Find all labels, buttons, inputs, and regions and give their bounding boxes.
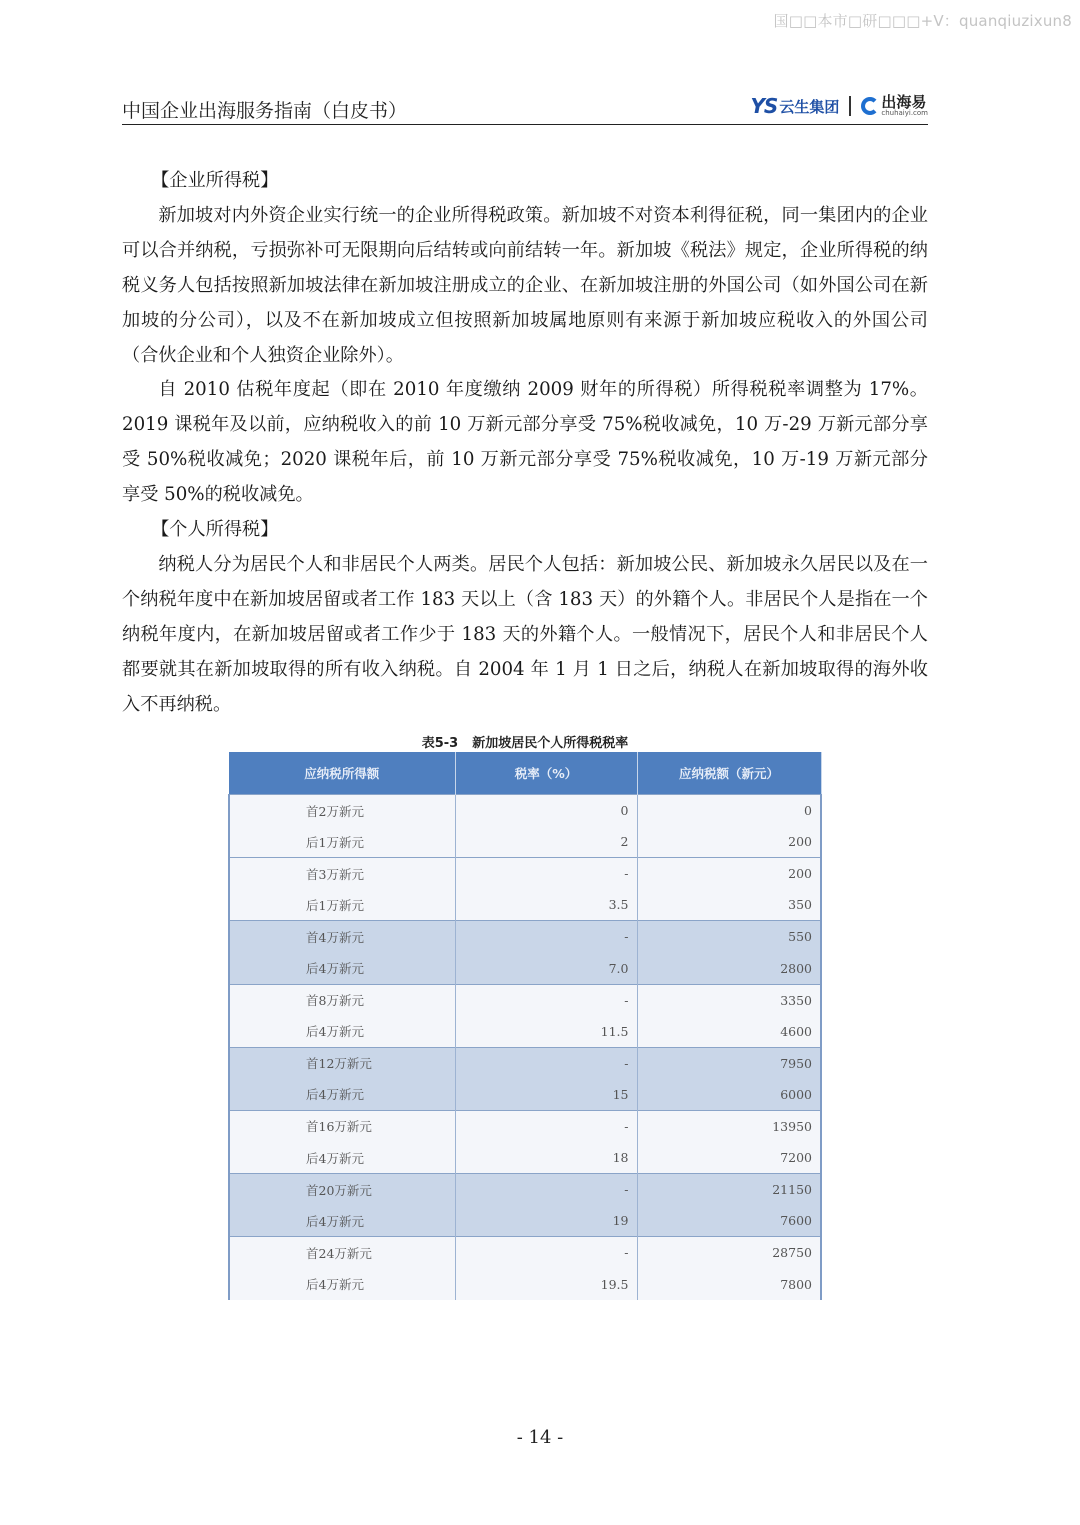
header-taxable-income: 应纳税所得额	[229, 752, 455, 795]
table-row	[229, 1268, 821, 1300]
ys-logo-name: 云生集团	[779, 97, 840, 116]
body-text	[122, 164, 928, 723]
chuhai-c-icon	[861, 97, 879, 115]
document-title: 中国企业出海服务指南（白皮书）	[122, 100, 408, 122]
tax-payable-cell: 2800	[637, 952, 821, 984]
header-tax-payable: 应纳税额（新元）	[637, 752, 821, 795]
tax-rate-cell: 19.5	[455, 1268, 637, 1300]
tax-rate-cell: 11.5	[455, 1016, 637, 1048]
tax-payable-cell: 13950	[637, 1110, 821, 1142]
personal-tax-heading: 【个人所得税】	[151, 519, 279, 541]
corporate-tax-heading: 【企业所得税】	[151, 170, 279, 191]
table-row	[229, 1110, 821, 1142]
table-row	[229, 921, 821, 953]
ys-logo-mark: YS	[750, 94, 778, 118]
tax-rate-cell: -	[455, 984, 637, 1016]
table-row	[229, 1205, 821, 1237]
tax-rate-cell: 18	[455, 1142, 637, 1174]
page-header	[122, 92, 928, 125]
tax-payable-cell: 0	[637, 795, 821, 827]
table-row	[229, 952, 821, 984]
tax-payable-cell: 28750	[637, 1237, 821, 1269]
table-header-row	[229, 752, 821, 795]
table-row	[229, 1142, 821, 1174]
income-band-cell: 后4万新元	[229, 1205, 455, 1237]
personal-tax-paragraph-1: 纳税人分为居民个人和非居民个人两类。居民个人包括：新加坡公民、新加坡永久居民以及在一个纳税年度中在新加坡居留或者工作 183 天以上（含 183 天）的外籍个人。非居民个人是指在一个纳税年度内，在新加坡居留或者工作少于 183 天的外籍个人。一般情况下，居民个人和非居民个人都要就其在新加坡取得的所有收入纳税。自 2004 年 1 月 1 日之后，纳税人在新加坡取得的海外收入不再纳税。	[122, 553, 928, 715]
tax-rate-cell: 2	[455, 826, 637, 858]
tax-payable-cell: 7950	[637, 1047, 821, 1079]
table-row	[229, 858, 821, 890]
tax-payable-cell: 21150	[637, 1174, 821, 1206]
chuhai-logo-text	[881, 95, 928, 117]
table-caption-number: 表5-3	[421, 736, 459, 751]
tax-payable-cell: 7600	[637, 1205, 821, 1237]
chuhai-logo	[861, 95, 928, 117]
tax-rate-cell: 15	[455, 1079, 637, 1111]
income-band-cell: 后1万新元	[229, 889, 455, 921]
tax-payable-cell: 7800	[637, 1268, 821, 1300]
tax-rate-cell: 3.5	[455, 889, 637, 921]
tax-rate-cell: 0	[455, 795, 637, 827]
tax-rate-table	[228, 752, 822, 1300]
tax-rate-cell: -	[455, 1174, 637, 1206]
header-tax-rate: 税率（%）	[455, 752, 637, 795]
tax-payable-cell: 4600	[637, 1016, 821, 1048]
income-band-cell: 后4万新元	[229, 952, 455, 984]
income-band-cell: 首8万新元	[229, 984, 455, 1016]
table-row	[229, 1237, 821, 1269]
income-band-cell: 首3万新元	[229, 858, 455, 890]
income-band-cell: 后4万新元	[229, 1079, 455, 1111]
income-band-cell: 首12万新元	[229, 1047, 455, 1079]
income-band-cell: 首16万新元	[229, 1110, 455, 1142]
income-band-cell: 后4万新元	[229, 1016, 455, 1048]
tax-rate-cell: 7.0	[455, 952, 637, 984]
watermark-text: 国□□本市□研□□□+V：quanqiuzixun8	[773, 12, 1072, 30]
table-row	[229, 1079, 821, 1111]
tax-payable-cell: 550	[637, 921, 821, 953]
tax-rate-cell: -	[455, 1110, 637, 1142]
income-band-cell: 后4万新元	[229, 1142, 455, 1174]
chuhai-logo-name: 出海易	[881, 93, 927, 111]
income-band-cell: 首2万新元	[229, 795, 455, 827]
table-row	[229, 826, 821, 858]
income-band-cell: 首20万新元	[229, 1174, 455, 1206]
tax-rate-cell: 19	[455, 1205, 637, 1237]
header-logos	[750, 94, 928, 118]
table-row	[229, 1174, 821, 1206]
tax-rate-cell: -	[455, 1237, 637, 1269]
tax-payable-cell: 200	[637, 858, 821, 890]
table-caption-title: 新加坡居民个人所得税税率	[472, 736, 629, 751]
tax-payable-cell: 7200	[637, 1142, 821, 1174]
income-band-cell: 首24万新元	[229, 1237, 455, 1269]
income-band-cell: 后4万新元	[229, 1268, 455, 1300]
tax-rate-cell: -	[455, 1047, 637, 1079]
table-row	[229, 1016, 821, 1048]
table-row	[229, 889, 821, 921]
corporate-tax-paragraph-1: 新加坡对内外资企业实行统一的企业所得税政策。新加坡不对资本利得征税，同一集团内的企业可以合并纳税，亏损弥补可无限期向后结转或向前结转一年。新加坡《税法》规定，企业所得税的纳税义务人包括按照新加坡法律在新加坡注册成立的企业、在新加坡注册的外国公司（如外国公司在新加坡的分公司），以及不在新加坡成立但按照新加坡属地原则有来源于新加坡应税收入的外国公司（合伙企业和个人独资企业除外）。	[122, 204, 928, 366]
corporate-tax-paragraph-2: 自 2010 估税年度起（即在 2010 年度缴纳 2009 财年的所得税）所得税税率调整为 17%。2019 课税年及以前，应纳税收入的前 10 万新元部分享受 75%税收减免，10 万-29 万新元部分享受 50%税收减免；2020 课税年后，前 10 万新元部分享受 75%税收减免，10 万-19 万新元部分享受 50%的税收减免。	[122, 379, 928, 506]
tax-rate-cell: -	[455, 921, 637, 953]
table-row	[229, 984, 821, 1016]
chuhai-logo-url: chuhaiyi.com	[881, 109, 928, 117]
tax-payable-cell: 200	[637, 826, 821, 858]
tax-rate-cell: -	[455, 858, 637, 890]
income-band-cell: 后1万新元	[229, 826, 455, 858]
table-row	[229, 1047, 821, 1079]
page-number: - 14 -	[516, 1427, 564, 1448]
income-band-cell: 首4万新元	[229, 921, 455, 953]
tax-payable-cell: 350	[637, 889, 821, 921]
tax-payable-cell: 3350	[637, 984, 821, 1016]
tax-payable-cell: 6000	[637, 1079, 821, 1111]
table-caption	[230, 732, 820, 751]
logo-divider	[849, 96, 851, 116]
table-row	[229, 795, 821, 827]
